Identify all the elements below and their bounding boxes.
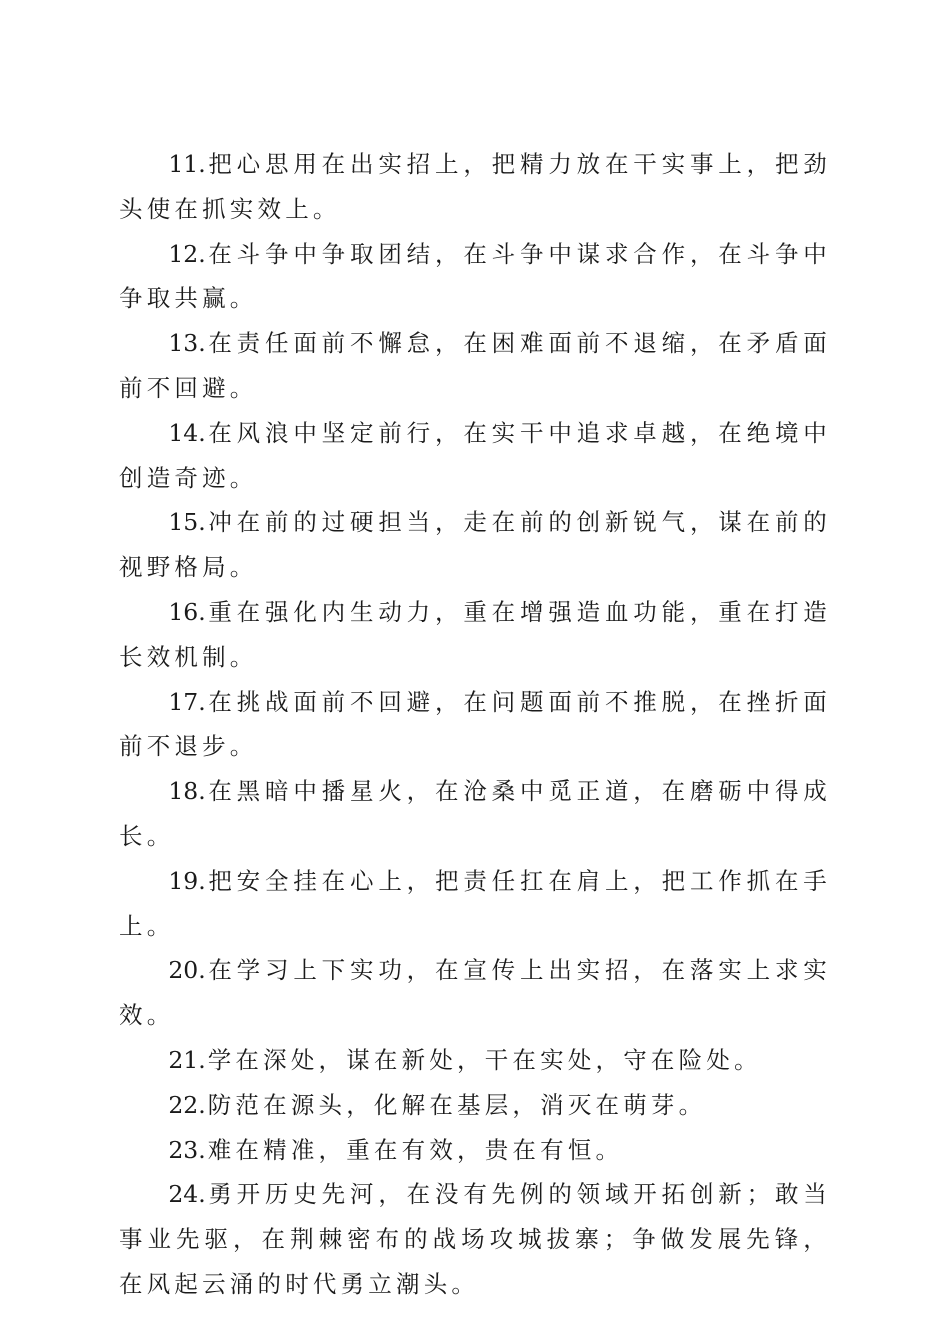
- item-number: 16.: [168, 597, 206, 626]
- item-number: 11.: [168, 150, 206, 178]
- item-number: 21.: [168, 1045, 206, 1074]
- item-text: 冲在前的过硬担当，走在前的创新锐气，谋在前的视野格局。: [119, 508, 831, 582]
- document-body: [119, 142, 831, 1307]
- item-number: 20.: [168, 956, 206, 985]
- paragraph-18: [119, 769, 831, 859]
- paragraph-15: [119, 500, 831, 590]
- item-text: 学在深处，谋在新处，干在实处，守在险处。: [207, 1045, 762, 1074]
- item-text: 在风浪中坚定前行，在实干中追求卓越，在绝境中创造奇迹。: [119, 418, 831, 492]
- paragraph-14: [119, 411, 831, 501]
- item-text: 在黑暗中播星火，在沧桑中觅正道，在磨砺中得成长。: [119, 777, 831, 850]
- paragraph-19: [119, 859, 831, 949]
- paragraph-21: [119, 1038, 831, 1083]
- item-number: 18.: [168, 777, 206, 806]
- item-number: 12.: [168, 239, 206, 268]
- item-text: 在斗争中争取团结，在斗争中谋求合作，在斗争中争取共赢。: [119, 239, 831, 313]
- item-number: 24.: [168, 1180, 206, 1209]
- item-number: 15.: [168, 508, 206, 537]
- item-text: 在责任面前不懈怠，在困难面前不退缩，在矛盾面前不回避。: [119, 329, 831, 402]
- item-text: 在学习上下实功，在宣传上出实招，在落实上求实效。: [119, 956, 831, 1030]
- item-text: 勇开历史先河，在没有先例的领域开拓创新；敢当事业先驱，在荆棘密布的战场攻城拔寨；争做发展先锋，在风起云涌的时代勇立潮头。: [119, 1180, 831, 1298]
- item-number: 17.: [168, 687, 206, 716]
- item-text: 防范在源头，化解在基层，消灭在萌芽。: [207, 1090, 707, 1119]
- paragraph-23: [119, 1128, 831, 1173]
- item-text: 难在精准，重在有效，贵在有恒。: [207, 1135, 624, 1164]
- paragraph-24: [119, 1172, 831, 1306]
- paragraph-17: [119, 680, 831, 770]
- item-text: 把心思用在出实招上，把精力放在干实事上，把劲头使在抓实效上。: [119, 150, 831, 223]
- paragraph-13: [119, 321, 831, 411]
- paragraph-12: [119, 232, 831, 322]
- paragraph-11: [119, 142, 831, 232]
- item-text: 把安全挂在心上，把责任扛在肩上，把工作抓在手上。: [119, 866, 831, 940]
- item-number: 22.: [168, 1090, 206, 1119]
- item-number: 13.: [168, 329, 206, 358]
- item-text: 重在强化内生动力，重在增强造血功能，重在打造长效机制。: [119, 597, 831, 671]
- item-text: 在挑战面前不回避，在问题面前不推脱，在挫折面前不退步。: [119, 687, 831, 761]
- item-number: 19.: [168, 866, 206, 895]
- paragraph-20: [119, 948, 831, 1038]
- item-number: 14.: [168, 418, 206, 447]
- paragraph-16: [119, 590, 831, 680]
- paragraph-22: [119, 1083, 831, 1128]
- item-number: 23.: [168, 1135, 206, 1164]
